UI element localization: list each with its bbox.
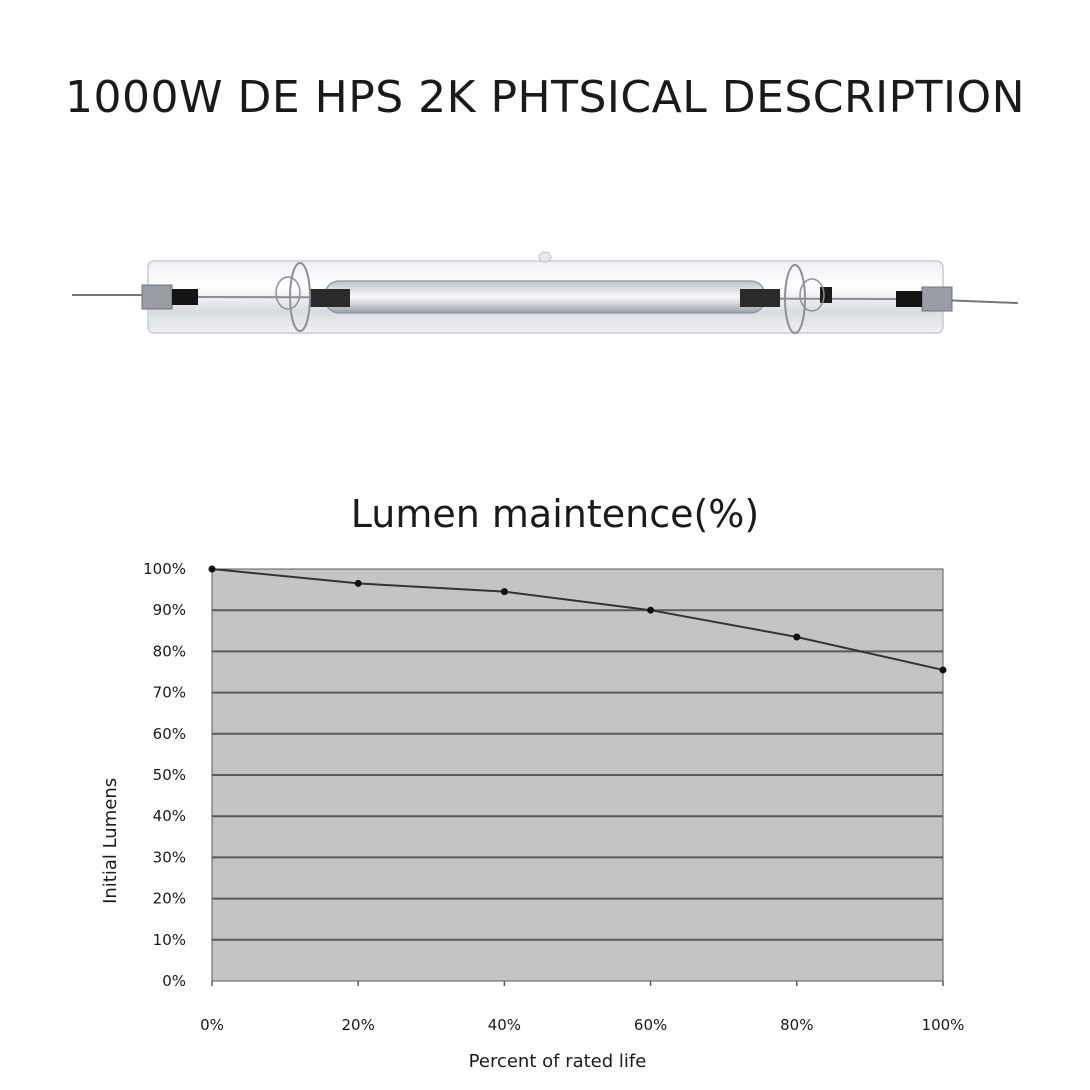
y-tick-label: 80% xyxy=(152,642,186,661)
x-tick-label: 100% xyxy=(921,1016,965,1034)
y-tick-label: 100% xyxy=(143,560,186,578)
y-tick-label: 60% xyxy=(152,724,186,743)
lumen-maintenance-chart xyxy=(0,540,1090,1090)
x-tick-label: 40% xyxy=(487,1016,522,1034)
right-end-cap xyxy=(922,287,952,311)
data-point xyxy=(355,580,362,587)
arc-tube xyxy=(325,281,765,313)
x-axis-label: Percent of rated life xyxy=(468,1051,647,1072)
data-point xyxy=(793,633,800,640)
chart-title: Lumen maintence(%) xyxy=(350,492,760,536)
data-point xyxy=(209,566,216,573)
x-tick-label: 60% xyxy=(633,1016,668,1034)
y-tick-label: 40% xyxy=(152,807,186,826)
y-tick-label: 90% xyxy=(152,601,186,620)
x-tick-label: 20% xyxy=(341,1016,375,1034)
hps-lamp-image xyxy=(60,235,1030,355)
data-point xyxy=(940,666,947,673)
x-tick-label: 0% xyxy=(200,1016,224,1034)
y-axis-label: Initial Lumens xyxy=(100,777,121,904)
y-tick-label: 70% xyxy=(152,683,186,702)
data-point xyxy=(501,588,508,595)
page-title: 1000W DE HPS 2K PHTSICAL DESCRIPTION xyxy=(64,72,1026,123)
data-point xyxy=(647,607,654,614)
x-tick-label: 80% xyxy=(780,1016,814,1034)
left-end-cap xyxy=(142,285,172,309)
y-tick-label: 30% xyxy=(152,848,186,867)
y-tick-label: 50% xyxy=(152,766,186,784)
glass-nub xyxy=(539,252,551,262)
y-tick-label: 20% xyxy=(152,889,186,908)
y-tick-label: 0% xyxy=(162,972,186,990)
y-tick-label: 10% xyxy=(152,930,186,949)
